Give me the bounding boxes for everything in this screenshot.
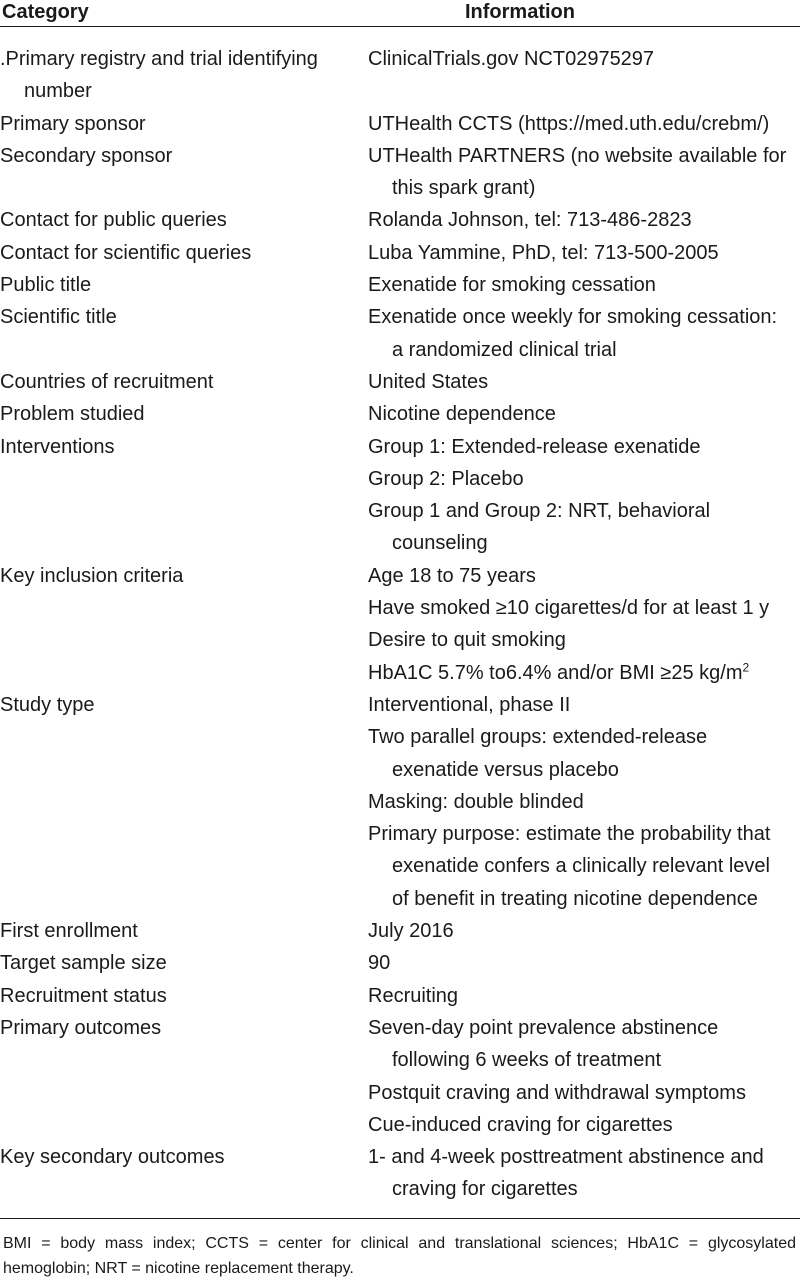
information-line (368, 431, 790, 463)
information-line (368, 624, 790, 656)
category-column-header: Category (2, 1, 89, 23)
category-cell: Primary outcomes (0, 1016, 162, 1039)
information-line (368, 204, 790, 236)
information-line (368, 495, 790, 560)
information-text: 90 (368, 952, 391, 975)
information-text: Group 2: Placebo (368, 467, 524, 490)
table-row (0, 140, 800, 205)
table-row (0, 1012, 800, 1141)
category-cell: .Primary registry and trial identifying number (0, 48, 318, 103)
superscript: 2 (742, 659, 750, 674)
information-cell (360, 237, 790, 269)
information-text: HbA1C 5.7% to6.4% and/or BMI ≥25 kg/m (368, 661, 743, 684)
information-line (368, 366, 790, 398)
information-cell (360, 980, 790, 1012)
information-line (368, 818, 790, 915)
information-cell (360, 204, 790, 236)
information-line (368, 463, 790, 495)
table-row (0, 947, 800, 979)
table-row (0, 43, 800, 108)
information-text: UTHealth CCTS (https://med.uth.edu/crebm/) (368, 112, 770, 135)
information-text: ClinicalTrials.gov NCT02975297 (368, 48, 655, 70)
category-cell: Key secondary outcomes (0, 1146, 225, 1169)
category-cell: First enrollment (0, 920, 138, 943)
information-cell (360, 43, 790, 108)
table-footnote: BMI = body mass index; CCTS = center for clinical and translational sciences; HbA1C = glycosylated hemoglobin; NRT = nicotine replacement therapy. (3, 1234, 796, 1277)
information-line (368, 237, 790, 269)
information-cell (360, 366, 790, 398)
category-cell: Primary sponsor (0, 112, 146, 135)
category-cell: Recruitment status (0, 984, 167, 1007)
information-text: Rolanda Johnson, tel: 713-486-2823 (368, 209, 692, 232)
table-row (0, 689, 800, 915)
information-text: UTHealth PARTNERS (no website available for this spark grant) (368, 144, 787, 200)
category-cell: Contact for scientific queries (0, 241, 252, 264)
information-text: Primary purpose: estimate the probability that exenatide confers a clinically relevant level of benefit in treating nicotine dependence (368, 823, 771, 910)
table-row (0, 204, 800, 236)
information-line (368, 915, 790, 947)
information-text: 1- and 4-week posttreatment abstinence and craving for cigarettes (368, 1146, 764, 1201)
information-text: Luba Yammine, PhD, tel: 713-500-2005 (368, 241, 719, 264)
information-line (368, 108, 790, 140)
category-cell: Public title (0, 274, 92, 297)
information-text: Exenatide once weekly for smoking cessation: a randomized clinical trial (368, 306, 778, 361)
information-line (368, 980, 790, 1012)
table-row (0, 1141, 800, 1206)
information-text: Cue-induced craving for cigarettes (368, 1113, 673, 1136)
table-row (0, 108, 800, 140)
category-cell: Scientific title (0, 306, 117, 329)
information-text: United States (368, 370, 489, 393)
information-cell (360, 301, 790, 366)
category-cell: Contact for public queries (0, 209, 227, 232)
category-cell: Countries of recruitment (0, 370, 214, 393)
table-row (0, 398, 800, 430)
information-cell (360, 431, 790, 560)
information-line (368, 398, 790, 430)
table-row (0, 560, 800, 689)
information-cell (360, 560, 790, 689)
information-column-header: Information (465, 1, 575, 23)
information-cell (360, 1141, 790, 1206)
information-text: Exenatide for smoking cessation (368, 274, 656, 297)
information-line (368, 1012, 790, 1077)
information-text: Age 18 to 75 years (368, 564, 536, 587)
information-text: Group 1: Extended-release exenatide (368, 435, 701, 458)
table-row (0, 237, 800, 269)
table-header (0, 0, 800, 27)
information-cell (360, 915, 790, 947)
category-cell: Interventions (0, 435, 115, 458)
table-row (0, 301, 800, 366)
table-body (0, 27, 800, 1206)
information-line (368, 1141, 790, 1206)
table-row (0, 269, 800, 301)
category-cell: Key inclusion criteria (0, 564, 184, 587)
information-text: Two parallel groups: extended-release exenatide versus placebo (368, 726, 708, 781)
information-line (368, 560, 790, 592)
information-line (368, 689, 790, 721)
information-text: Group 1 and Group 2: NRT, behavioral counseling (368, 500, 711, 555)
information-line (368, 657, 790, 689)
information-cell (360, 108, 790, 140)
information-cell (360, 269, 790, 301)
information-cell (360, 947, 790, 979)
category-cell: Problem studied (0, 403, 145, 426)
category-cell: Target sample size (0, 952, 167, 975)
information-line (368, 786, 790, 818)
information-line (368, 947, 790, 979)
information-cell (360, 1012, 790, 1141)
information-text: Have smoked ≥10 cigarettes/d for at least 1 y (368, 597, 770, 620)
information-line (368, 43, 790, 75)
information-line (368, 721, 790, 786)
table-row (0, 366, 800, 398)
information-line (368, 592, 790, 624)
table-row (0, 431, 800, 560)
information-line (368, 1077, 790, 1109)
information-line (368, 301, 790, 366)
information-text: Interventional, phase II (368, 693, 571, 716)
information-text: Nicotine dependence (368, 403, 556, 426)
information-cell (360, 689, 790, 915)
information-text: Seven-day point prevalence abstinence following 6 weeks of treatment (368, 1016, 719, 1072)
information-line (368, 140, 790, 205)
category-cell: Study type (0, 693, 95, 716)
information-text: Postquit craving and withdrawal symptoms (368, 1081, 746, 1104)
information-text: Masking: double blinded (368, 790, 584, 813)
information-cell (360, 140, 790, 205)
information-line (368, 269, 790, 301)
information-cell (360, 398, 790, 430)
table-row (0, 980, 800, 1012)
table-row (0, 915, 800, 947)
category-cell: Secondary sponsor (0, 144, 173, 167)
information-text: Recruiting (368, 984, 459, 1007)
information-line (368, 1109, 790, 1141)
information-text: July 2016 (368, 920, 454, 943)
information-text: Desire to quit smoking (368, 629, 566, 652)
